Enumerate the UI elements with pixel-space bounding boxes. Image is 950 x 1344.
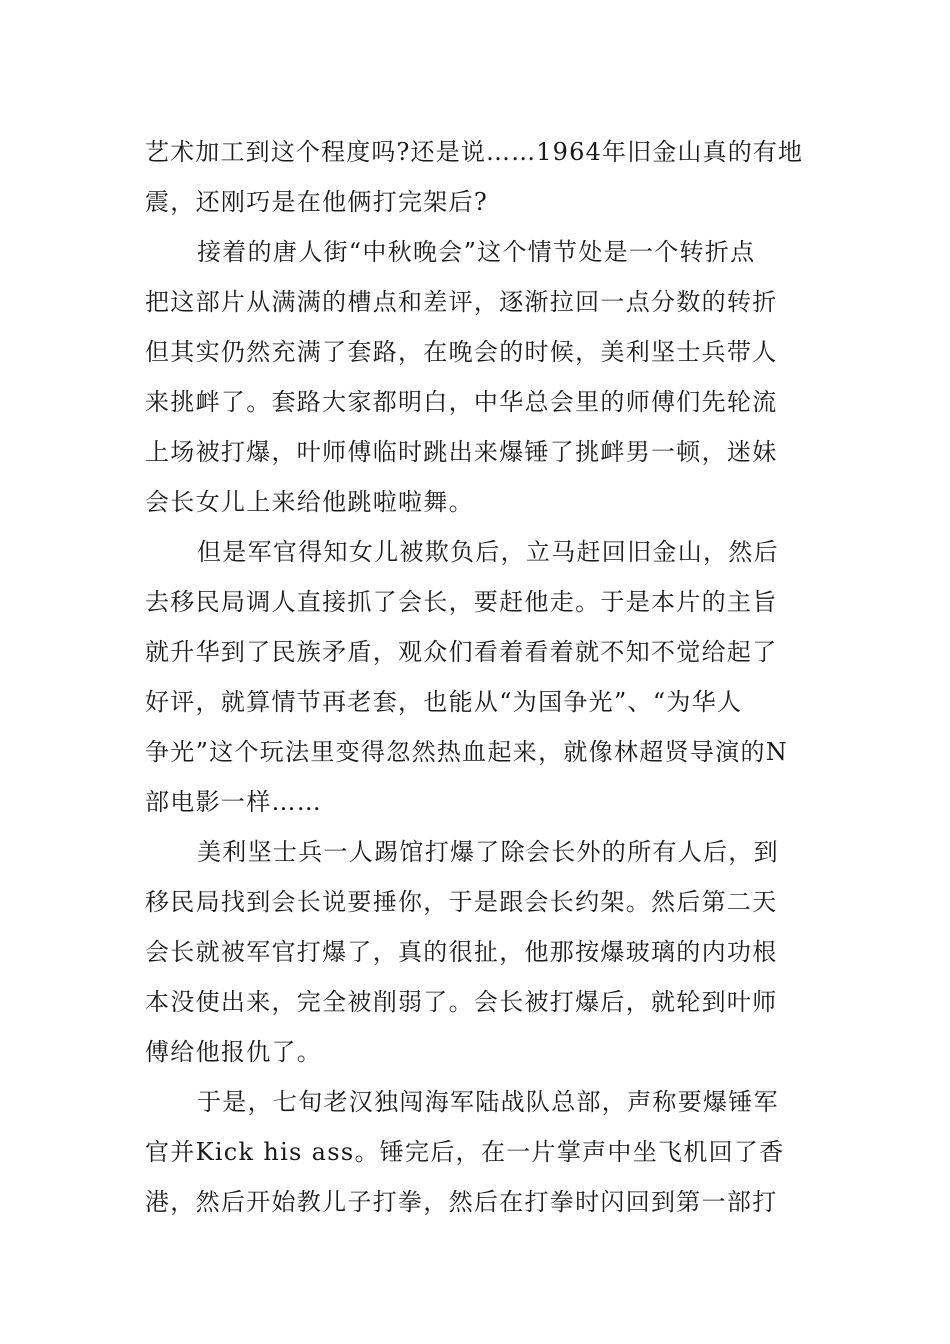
text-line: 把这部片从满满的槽点和差评，逐渐拉回一点分数的转折 (145, 288, 778, 316)
text-line: 会长就被军官打爆了，真的很扯，他那按爆玻璃的内功根 (145, 938, 778, 966)
text-line: 会长女儿上来给他跳啦啦舞。 (145, 488, 474, 516)
text-line: 官并Kick his ass。锤完后，在一片掌声中坐飞机回了香 (145, 1138, 785, 1166)
text-line: 上场被打爆，叶师傅临时跳出来爆锤了挑衅男一顿，迷妹 (145, 438, 778, 466)
text-line: 接着的唐人街“中秋晚会”这个情节处是一个转折点 (197, 238, 756, 266)
text-line: 美利坚士兵一人踢馆打爆了除会长外的所有人后，到 (197, 838, 779, 866)
text-line: 本没使出来，完全被削弱了。会长被打爆后，就轮到叶师 (145, 988, 778, 1016)
text-line: 但是军官得知女儿被欺负后，立马赶回旧金山，然后 (197, 538, 779, 566)
text-line: 部电影一样…… (145, 788, 323, 816)
text-line: 来挑衅了。套路大家都明白，中华总会里的师傅们先轮流 (145, 388, 778, 416)
text-line: 艺术加工到这个程度吗?还是说……1964年旧金山真的有地 (145, 138, 804, 166)
text-line: 港，然后开始教儿子打拳，然后在打拳时闪回到第一部打 (145, 1188, 778, 1216)
text-line: 去移民局调人直接抓了会长，要赶他走。于是本片的主旨 (145, 588, 778, 616)
text-line: 就升华到了民族矛盾，观众们看着看着就不知不觉给起了 (145, 638, 778, 666)
text-line: 但其实仍然充满了套路，在晚会的时候，美利坚士兵带人 (145, 338, 778, 366)
text-line: 好评，就算情节再老套，也能从“为国争光”、“为华人 (145, 688, 743, 716)
text-line: 于是，七旬老汉独闯海军陆战队总部，声称要爆锤军 (197, 1088, 779, 1116)
text-line: 震，还刚巧是在他俩打完架后? (145, 188, 489, 216)
text-line: 争光”这个玩法里变得忽然热血起来，就像林超贤导演的N (145, 738, 789, 766)
text-line: 移民局找到会长说要捶你，于是跟会长约架。然后第二天 (145, 888, 778, 916)
body-text (145, 127, 805, 1227)
text-line: 傅给他报仇了。 (145, 1038, 323, 1066)
